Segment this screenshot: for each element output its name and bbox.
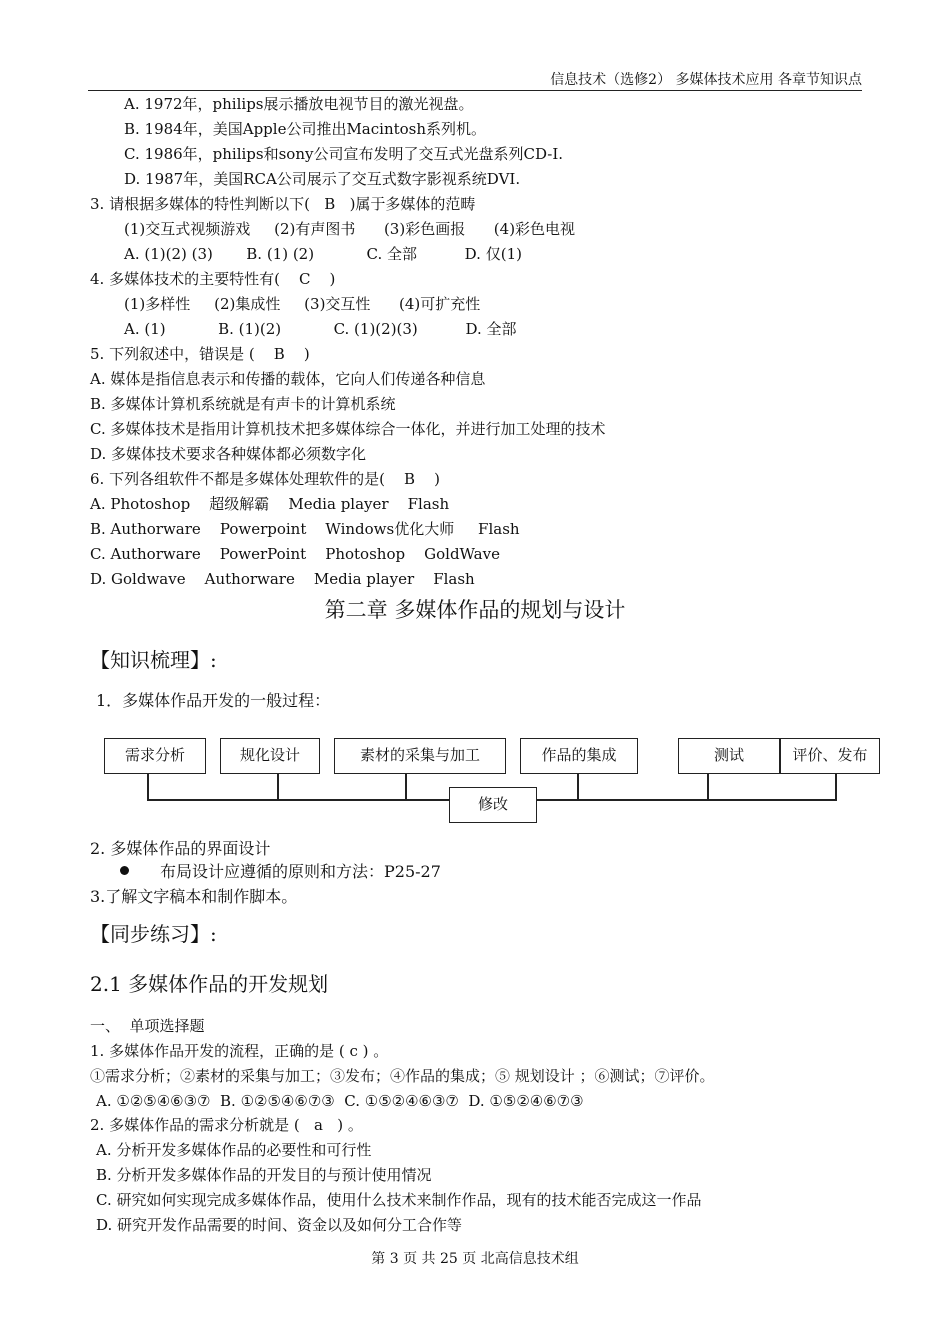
- point-2-bullet: 布局设计应遵循的原则和方法：P25-27: [160, 862, 441, 881]
- q6-option-d: D. Goldwave Authorware Media player Flash: [90, 570, 475, 588]
- point-1: 1．多媒体作品开发的一般过程：: [96, 691, 331, 710]
- flow-step-testing: 测试: [678, 738, 780, 774]
- q6-option-a: A. Photoshop 超级解霸 Media player Flash: [90, 495, 450, 513]
- q4-stem: 4. 多媒体技术的主要特性有( C ): [90, 270, 336, 288]
- section-title: 2.1 多媒体作品的开发规划: [90, 972, 329, 996]
- page-header: 信息技术（选修2） 多媒体技术应用 各章节知识点: [88, 70, 862, 91]
- connector-line: [405, 774, 407, 800]
- q5-option-d: D. 多媒体技术要求各种媒体都必须数字化: [90, 445, 367, 463]
- flow-step-release: 评价、发布: [780, 738, 880, 774]
- q2-option-d: D. 1987年，美国RCA公司展示了交互式数字影视系统DVI.: [124, 170, 521, 188]
- chapter-title: 第二章 多媒体作品的规划与设计: [324, 598, 626, 622]
- point-3: 3.了解文字稿本和制作脚本。: [90, 887, 298, 906]
- p2-option-d: D. 研究开发作品需要的时间、资金以及如何分工合作等: [96, 1216, 463, 1234]
- q3-items: (1)交互式视频游戏 (2)有声图书 (3)彩色画报 (4)彩色电视: [124, 220, 576, 238]
- q5-stem: 5. 下列叙述中，错误是 ( B ): [90, 345, 310, 363]
- part-title: 一、 单项选择题: [90, 1017, 205, 1035]
- q5-option-c: C. 多媒体技术是指用计算机技术把多媒体综合一体化，并进行加工处理的技术: [90, 420, 606, 438]
- flow-step-requirements: 需求分析: [104, 738, 206, 774]
- page-footer: 第 3 页 共 25 页 北高信息技术组: [371, 1251, 579, 1267]
- flow-step-planning: 规化设计: [220, 738, 320, 774]
- q2-option-c: C. 1986年，philips和sony公司宣布发明了交互式光盘系列CD-I.: [124, 145, 564, 163]
- q6-option-c: C. Authorware PowerPoint Photoshop GoldWave: [90, 545, 500, 563]
- q2-option-b: B. 1984年，美国Apple公司推出Macintosh系列机。: [124, 120, 487, 138]
- p2-stem: 2. 多媒体作品的需求分析就是 ( a ) 。: [90, 1116, 363, 1134]
- bullet-dot: [120, 866, 129, 875]
- flow-step-materials: 素材的采集与加工: [334, 738, 506, 774]
- knowledge-heading: 【知识梳理】:: [90, 648, 217, 672]
- q5-option-b: B. 多媒体计算机系统就是有声卡的计算机系统: [90, 395, 396, 413]
- q3-choices: A. (1)(2) (3) B. (1) (2) C. 全部 D. 仅(1): [124, 245, 522, 263]
- p2-option-b: B. 分析开发多媒体作品的开发目的与预计使用情况: [96, 1166, 432, 1184]
- p1-steps: ①需求分析；②素材的采集与加工；③发布；④作品的集成；⑤ 规划设计 ；⑥测试；⑦评价。: [90, 1067, 715, 1085]
- q6-option-b: B. Authorware Powerpoint Windows优化大师 Flash: [90, 520, 520, 538]
- connector-line: [707, 774, 709, 800]
- practice-heading: 【同步练习】:: [90, 922, 217, 946]
- q6-stem: 6. 下列各组软件不都是多媒体处理软件的是( B ): [90, 470, 440, 488]
- q4-items: (1)多样性 (2)集成性 (3)交互性 (4)可扩充性: [124, 295, 481, 313]
- q2-option-a: A. 1972年，philips展示播放电视节目的激光视盘。: [124, 95, 474, 113]
- point-2: 2. 多媒体作品的界面设计: [90, 839, 271, 858]
- p1-choices: A. ①②⑤④⑥③⑦ B. ①②⑤④⑥⑦③ C. ①⑤②④⑥③⑦ D. ①⑤②④⑥⑦③: [96, 1092, 584, 1110]
- q4-choices: A. (1) B. (1)(2) C. (1)(2)(3) D. 全部: [124, 320, 517, 338]
- p2-option-a: A. 分析开发多媒体作品的必要性和可行性: [96, 1141, 372, 1159]
- flow-step-integration: 作品的集成: [520, 738, 638, 774]
- q5-option-a: A. 媒体是指信息表示和传播的载体，它向人们传递各种信息: [90, 370, 486, 388]
- flow-feedback-modify: 修改: [449, 787, 537, 823]
- connector-line: [147, 774, 149, 800]
- q3-stem: 3. 请根据多媒体的特性判断以下( B )属于多媒体的范畴: [90, 195, 476, 213]
- connector-line: [277, 774, 279, 800]
- connector-line: [577, 774, 579, 800]
- p1-stem: 1. 多媒体作品开发的流程，正确的是 ( c ) 。: [90, 1042, 389, 1060]
- p2-option-c: C. 研究如何实现完成多媒体作品，使用什么技术来制作作品，现有的技术能否完成这一作品: [96, 1191, 702, 1209]
- connector-line: [835, 774, 837, 800]
